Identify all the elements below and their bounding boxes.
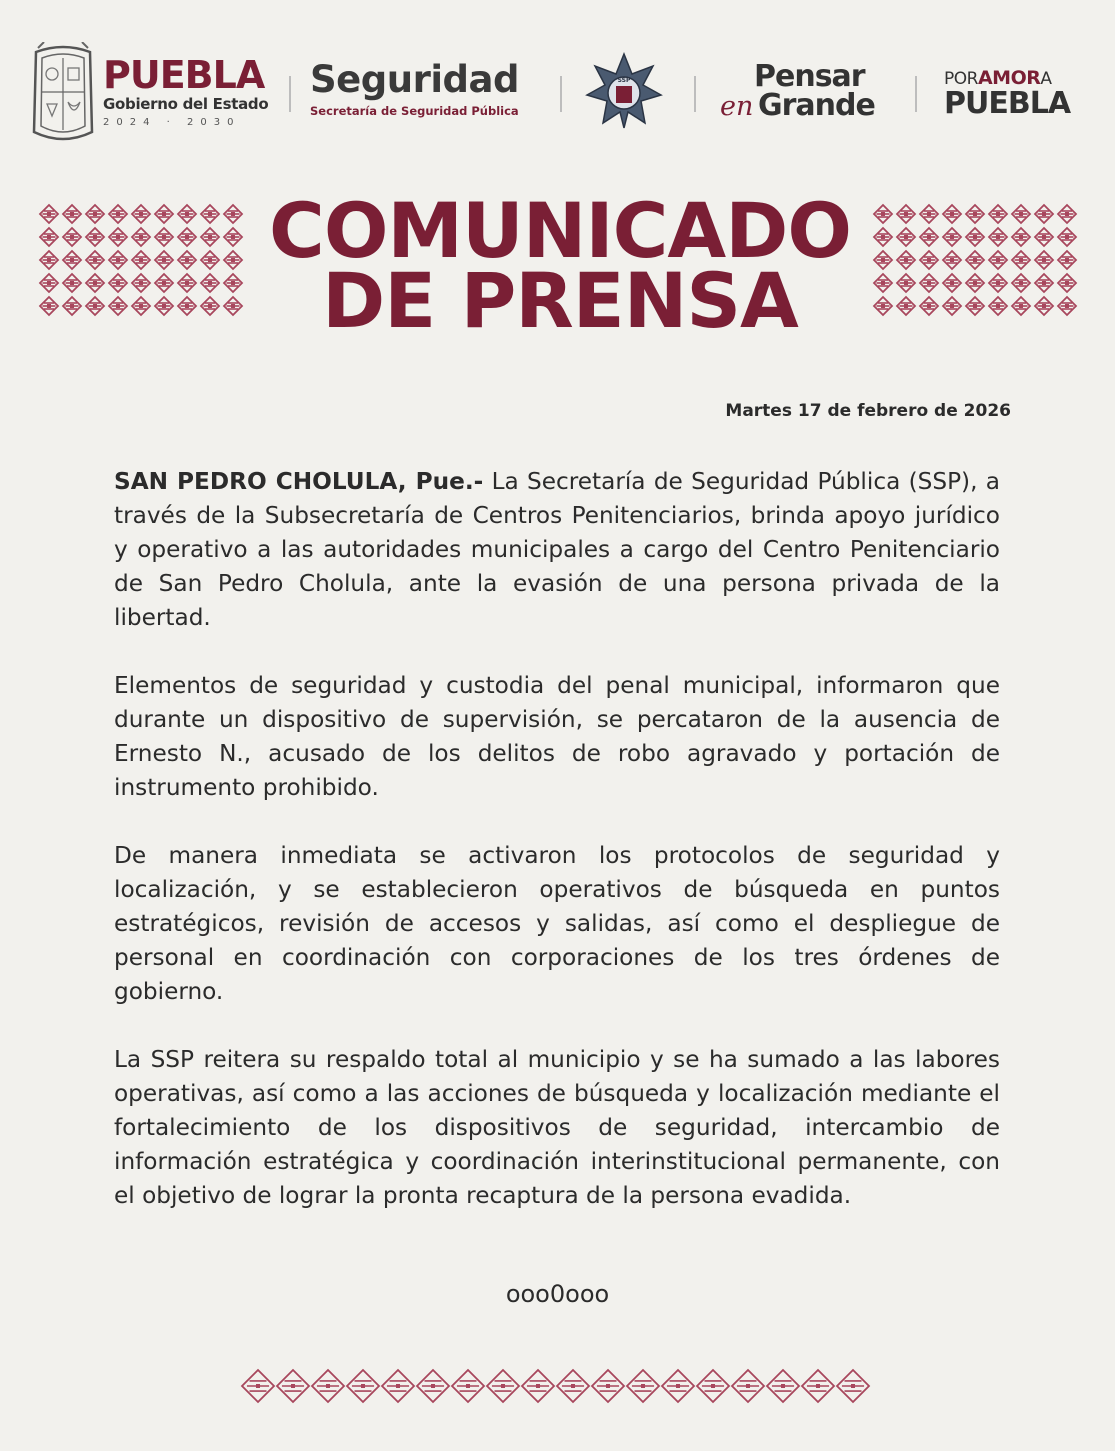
pattern-motif [178, 228, 196, 246]
pattern-motif [966, 228, 984, 246]
pattern-motif [109, 251, 127, 269]
closing-mark: ooo0ooo [505, 1280, 610, 1308]
pattern-motif [86, 274, 104, 292]
pattern-motif [1058, 297, 1076, 315]
pattern-motif [242, 1370, 274, 1402]
logo-divider [289, 76, 291, 112]
pattern-motif [920, 297, 938, 315]
pattern-motif [155, 251, 173, 269]
pattern-motif [178, 251, 196, 269]
pattern-motif [920, 251, 938, 269]
pattern-motif [201, 205, 219, 223]
pattern-motif [40, 274, 58, 292]
pattern-motif [155, 297, 173, 315]
pattern-motif [109, 274, 127, 292]
pattern-motif [86, 228, 104, 246]
pattern-motif [201, 228, 219, 246]
pattern-motif [897, 251, 915, 269]
pattern-motif [989, 205, 1007, 223]
ssp-police-badge-icon [585, 52, 663, 130]
pattern-motif [1058, 228, 1076, 246]
pattern-motif [86, 205, 104, 223]
decorative-pattern-right [872, 203, 1078, 325]
amor-puebla-wordmark: PUEBLA [944, 86, 1071, 121]
paragraph-1 [114, 465, 1000, 635]
pattern-motif [592, 1370, 624, 1402]
title-line-2: DE PRENSA [322, 256, 798, 345]
pattern-motif [662, 1370, 694, 1402]
logo-divider [694, 76, 696, 112]
a-word: A [1040, 69, 1052, 89]
paragraph-4: La SSP reitera su respaldo total al municipio y se ha sumado a las labores operativas, así como a las acciones de búsqueda y localización mediante el fortalecimiento de los dispositivos de seguridad, intercambio de información estratégica y coordinación interinstitucional permanente, con el objetivo de lograr la pronta recaptura de la persona evadida. [114, 1046, 1000, 1209]
pattern-motif [63, 228, 81, 246]
decorative-pattern-bottom [240, 1368, 876, 1408]
pattern-motif [989, 251, 1007, 269]
pattern-motif [224, 228, 242, 246]
pattern-motif [966, 205, 984, 223]
pattern-motif [966, 297, 984, 315]
pattern-motif [1012, 251, 1030, 269]
pattern-motif [1035, 228, 1053, 246]
pattern-motif [417, 1370, 449, 1402]
grande-wordmark: Grande [758, 88, 875, 123]
pattern-motif [63, 205, 81, 223]
pattern-motif [382, 1370, 414, 1402]
pattern-motif [522, 1370, 554, 1402]
pattern-motif [347, 1370, 379, 1402]
pattern-motif [897, 205, 915, 223]
title-line-1: COMUNICADO [269, 186, 851, 275]
pattern-motif [40, 228, 58, 246]
pattern-motif [1035, 205, 1053, 223]
pattern-motif [155, 205, 173, 223]
pattern-motif [943, 251, 961, 269]
press-release-date: Martes 17 de febrero de 2026 [725, 401, 1011, 421]
amor-word: AMOR [977, 67, 1041, 89]
pattern-motif [178, 205, 196, 223]
pattern-motif [943, 274, 961, 292]
pattern-motif [155, 274, 173, 292]
pattern-motif [920, 274, 938, 292]
seguridad-subtitle: Secretaría de Seguridad Pública [310, 104, 519, 118]
pattern-motif [874, 274, 892, 292]
pattern-motif [874, 297, 892, 315]
ssp-badge-label: SSP [617, 77, 631, 84]
pattern-motif [1035, 297, 1053, 315]
pattern-motif [487, 1370, 519, 1402]
en-wordmark: en [720, 91, 754, 122]
pattern-motif [40, 297, 58, 315]
pattern-motif [989, 228, 1007, 246]
pattern-motif [178, 274, 196, 292]
paragraph-2: Elementos de seguridad y custodia del penal municipal, informaron que durante un dispositivo de supervisión, se percataron de la ausencia de Ernesto N., acusado de los delitos de robo agravado y portación de instrumento prohibido. [114, 672, 1000, 801]
pattern-motif [943, 297, 961, 315]
pattern-motif [132, 251, 150, 269]
logo-divider [560, 76, 562, 112]
gobierno-wordmark: Gobierno del Estado [103, 95, 269, 113]
seguridad-logo [310, 60, 519, 118]
pattern-motif [897, 228, 915, 246]
pattern-motif [109, 228, 127, 246]
pattern-motif [920, 205, 938, 223]
pattern-motif [224, 274, 242, 292]
term-years: 2024 · 2030 [103, 117, 241, 128]
pattern-motif [40, 205, 58, 223]
pattern-motif [732, 1370, 764, 1402]
page-title [250, 186, 870, 345]
pattern-motif [63, 251, 81, 269]
logo-divider [915, 76, 917, 112]
pattern-motif [874, 228, 892, 246]
pattern-motif [837, 1370, 869, 1402]
pattern-motif [201, 297, 219, 315]
pattern-motif [874, 205, 892, 223]
pattern-motif [452, 1370, 484, 1402]
pattern-motif [802, 1370, 834, 1402]
puebla-wordmark: PUEBLA [103, 53, 265, 97]
pattern-motif [897, 297, 915, 315]
pattern-motif [224, 251, 242, 269]
pattern-motif [132, 205, 150, 223]
pattern-motif [224, 205, 242, 223]
pattern-motif [1058, 205, 1076, 223]
pattern-motif [63, 297, 81, 315]
pattern-motif [1058, 274, 1076, 292]
pattern-motif [109, 297, 127, 315]
pattern-motif [63, 274, 81, 292]
pattern-motif [178, 297, 196, 315]
pattern-motif [697, 1370, 729, 1402]
press-release-body [114, 465, 1000, 1247]
seguridad-wordmark: Seguridad [310, 58, 519, 101]
pattern-motif [966, 274, 984, 292]
dateline: SAN PEDRO CHOLULA, Pue.- [114, 468, 484, 495]
pensar-wordmark: Pensar [754, 59, 865, 94]
pattern-motif [920, 228, 938, 246]
pattern-motif [989, 274, 1007, 292]
pattern-motif [109, 205, 127, 223]
pattern-motif [1012, 228, 1030, 246]
pattern-motif [627, 1370, 659, 1402]
pattern-motif [989, 297, 1007, 315]
pattern-motif [312, 1370, 344, 1402]
paragraph-1-text: La Secretaría de Seguridad Pública (SSP), a través de la Subsecretaría de Centros Penitenciarios, brinda apoyo jurídico y operativo a las autoridades municipales a cargo del Centro Penitenciario de San Pedro Cholula, ante la evasión de una persona privada de la libertad. [114, 468, 1000, 631]
pattern-motif [874, 251, 892, 269]
pattern-motif [40, 251, 58, 269]
pattern-motif [201, 274, 219, 292]
pattern-motif [132, 297, 150, 315]
pattern-motif [1012, 205, 1030, 223]
pattern-motif [277, 1370, 309, 1402]
puebla-government-logo [103, 53, 269, 128]
pattern-motif [155, 228, 173, 246]
por-amor-a-puebla-logo [944, 68, 1104, 119]
pattern-motif [132, 228, 150, 246]
pattern-motif [1035, 251, 1053, 269]
pattern-motif [1012, 274, 1030, 292]
pattern-motif [86, 297, 104, 315]
pattern-motif [1058, 251, 1076, 269]
pattern-motif [943, 205, 961, 223]
pattern-motif [557, 1370, 589, 1402]
pattern-motif [86, 251, 104, 269]
pattern-motif [897, 274, 915, 292]
pattern-motif [201, 251, 219, 269]
pattern-motif [132, 274, 150, 292]
coat-of-arms-icon [30, 42, 96, 146]
pensar-en-grande-logo [718, 59, 898, 128]
pattern-motif [767, 1370, 799, 1402]
pattern-motif [1012, 297, 1030, 315]
pattern-motif [224, 297, 242, 315]
pattern-motif [1035, 274, 1053, 292]
pattern-motif [943, 228, 961, 246]
pattern-motif [966, 251, 984, 269]
logo-header [0, 0, 1115, 160]
por-word: POR [944, 69, 978, 89]
decorative-pattern-left [38, 203, 244, 325]
paragraph-3: De manera inmediata se activaron los protocolos de seguridad y localización, y se establecieron operativos de búsqueda en puntos estratégicos, revisión de accesos y salidas, así como el despliegue de personal en coordinación con corporaciones de los tres órdenes de gobierno. [114, 842, 1000, 1005]
